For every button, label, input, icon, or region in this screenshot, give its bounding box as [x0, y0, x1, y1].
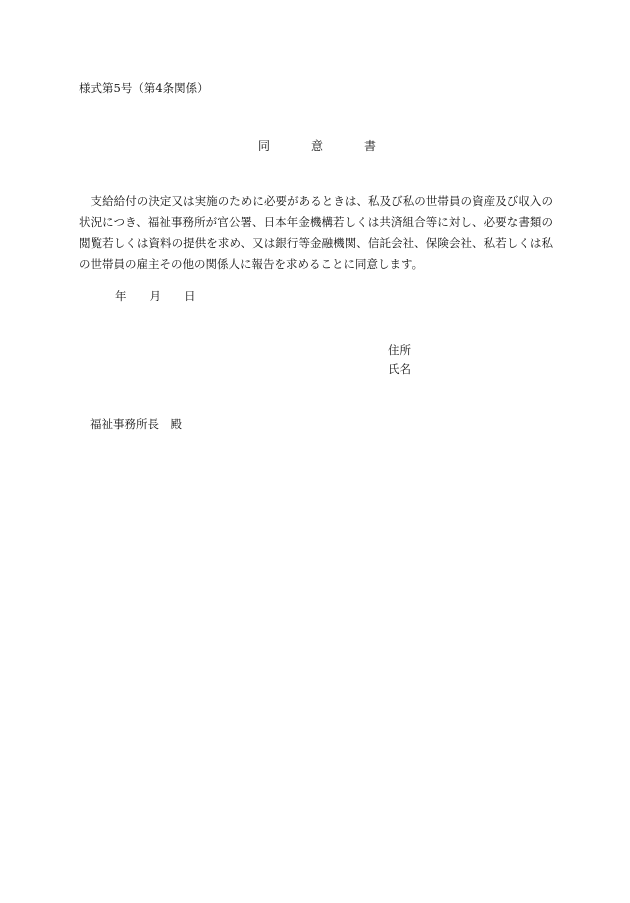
year-label: 年 [115, 289, 127, 303]
title-char-1: 同 [258, 139, 271, 153]
consent-paragraph: 支給給付の決定又は実施のために必要があるときは、私及び私の世帯員の資産及び収入の状況につき、福祉事務所が官公署、日本年金機構若しくは共済組合等に対し、必要な書類の閲覧若しくは資料の提供を求め、又は銀行等金融機関、信託会社、保険会社、私若しくは私の世帯員の雇主その他の関係人に報告を求めることに同意します。 [79, 194, 553, 271]
title-char-3: 書 [364, 139, 377, 153]
form-number: 様式第5号（第4条関係） [79, 81, 209, 95]
title-char-2: 意 [311, 139, 324, 153]
day-label: 日 [184, 289, 196, 303]
month-label: 月 [149, 289, 161, 303]
address-label: 住所 [388, 343, 411, 357]
document-title [258, 137, 376, 154]
name-label: 氏名 [388, 362, 411, 376]
date-line [115, 288, 196, 304]
addressee: 福祉事務所長 殿 [90, 417, 182, 431]
